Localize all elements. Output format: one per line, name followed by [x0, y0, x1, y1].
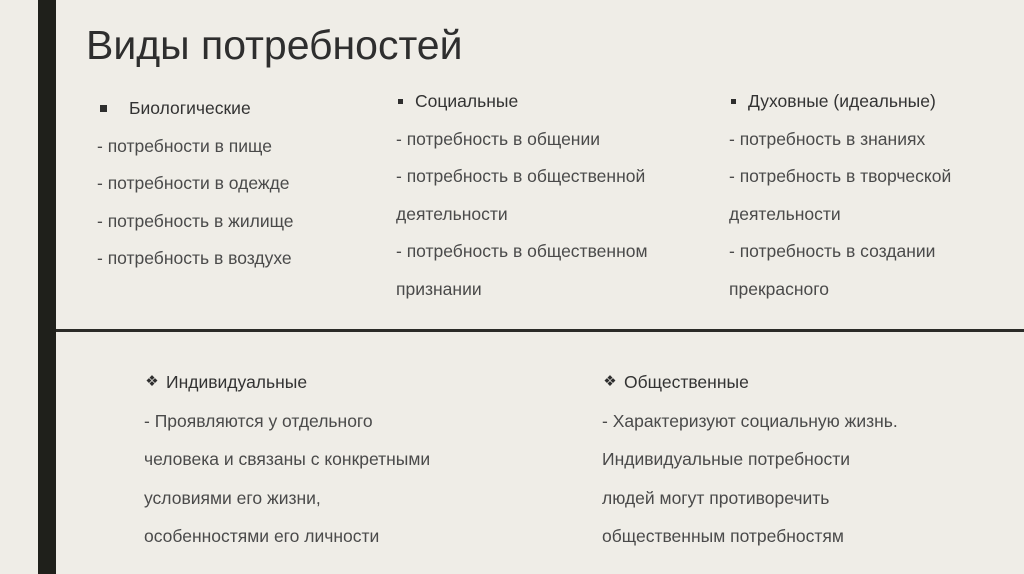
- list-item: - потребность в создании: [729, 241, 936, 261]
- list-item: признании: [396, 278, 482, 299]
- list-item: - потребность в жилище: [97, 210, 294, 231]
- list-item: деятельности: [729, 203, 841, 224]
- list-item: человека и связаны с конкретными: [144, 449, 431, 469]
- list-item: - Характеризуют социальную жизнь.: [602, 410, 898, 431]
- list-item: условиями его жизни,: [144, 487, 321, 508]
- list-item: - потребность в творческой: [729, 166, 952, 186]
- square-bullet-icon: [731, 99, 736, 104]
- social-needs-column: [396, 83, 648, 308]
- left-accent-bar: [38, 0, 56, 574]
- list-item: - потребности в одежде: [97, 173, 290, 193]
- biological-heading-text: Биологические: [129, 98, 251, 118]
- individual-heading: [144, 363, 430, 402]
- list-item: - потребность в воздухе: [97, 248, 292, 268]
- individual-needs-column: [144, 363, 430, 556]
- list-item: - потребность в общественной: [396, 166, 646, 186]
- slide-title: Виды потребностей: [86, 22, 463, 68]
- list-item: общественным потребностям: [602, 526, 844, 546]
- square-bullet-icon: [398, 99, 403, 104]
- section-divider: [56, 329, 1024, 332]
- social-heading-text: Социальные: [415, 91, 519, 111]
- list-item: людей могут противоречить: [602, 487, 830, 508]
- spiritual-needs-column: [729, 83, 951, 308]
- list-item: - потребность в общении: [396, 128, 601, 149]
- public-heading: [602, 363, 898, 402]
- public-heading-text: Общественные: [624, 372, 749, 392]
- list-item: деятельности: [396, 203, 508, 224]
- list-item: особенностями его личности: [144, 526, 380, 546]
- list-item: - потребность в общественном: [396, 241, 648, 261]
- public-needs-column: [602, 363, 898, 556]
- biological-needs-column: [97, 90, 294, 278]
- list-item: - Проявляются у отдельного: [144, 410, 373, 431]
- square-bullet-icon: [100, 105, 107, 112]
- list-item: прекрасного: [729, 278, 829, 299]
- social-heading: [396, 83, 648, 121]
- diamond-bullet-icon: ❖: [145, 373, 159, 390]
- spiritual-heading: [729, 83, 951, 121]
- list-item: - потребность в знаниях: [729, 128, 926, 149]
- list-item: - потребности в пище: [97, 135, 272, 156]
- individual-heading-text: Индивидуальные: [166, 372, 308, 392]
- list-item: Индивидуальные потребности: [602, 449, 851, 469]
- spiritual-heading-text: Духовные (идеальные): [748, 91, 936, 111]
- biological-heading: [97, 90, 294, 128]
- diamond-bullet-icon: ❖: [603, 373, 617, 390]
